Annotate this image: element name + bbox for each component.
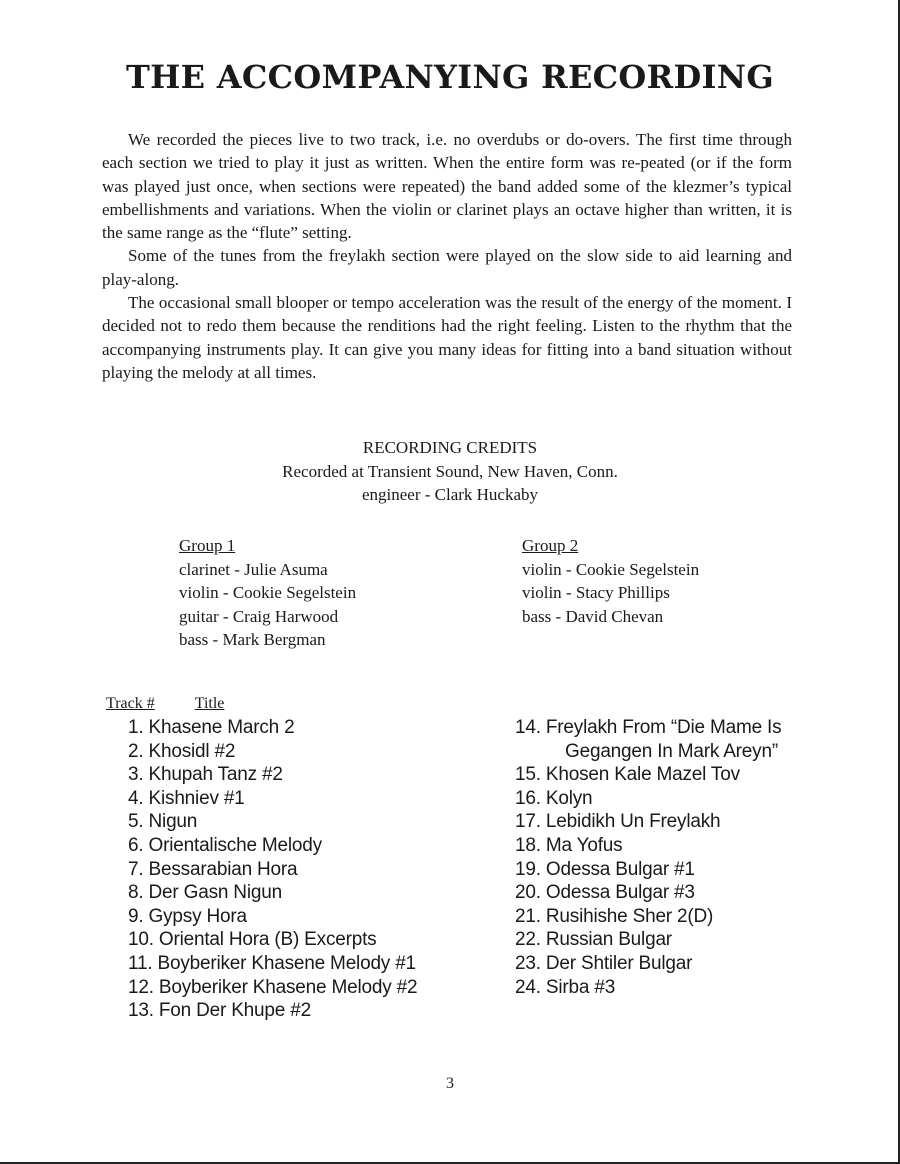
page-title: THE ACCOMPANYING RECORDING	[125, 58, 774, 96]
list-item: 8. Der Gasn Nigun	[128, 882, 282, 904]
credits-engineer: engineer - Clark Huckaby	[361, 485, 539, 504]
list-item: 4. Kishniev #1	[128, 787, 245, 809]
list-item: 19. Odessa Bulgar #1	[515, 858, 695, 880]
group-member: violin - Cookie Segelstein	[522, 559, 700, 579]
track-list-right	[515, 716, 781, 999]
tracks-header	[102, 695, 224, 713]
track-number-header: Track #	[106, 695, 155, 712]
recording-credits	[0, 436, 900, 507]
paragraph: The occasional small blooper or tempo acceleration was the result of the energy of the moment. I decided not to redo them because the renditions had the right feeling. Listen to the rhythm that the accompanying instruments play. It can give you many ideas for fitting into a band situation without playing the melody at all times.	[102, 293, 792, 382]
list-item: 2. Khosidl #2	[128, 740, 236, 762]
group-member: guitar - Craig Harwood	[179, 606, 339, 626]
group-title: Group 1	[179, 536, 236, 555]
list-item: 24. Sirba #3	[515, 976, 616, 998]
group-member: violin - Stacy Phillips	[522, 583, 670, 602]
group-member: violin - Cookie Segelstein	[179, 583, 357, 602]
group-2	[522, 534, 699, 628]
group-1	[179, 534, 356, 652]
paragraph: We recorded the pieces live to two track, i.e. no overdubs or do-overs. The first time through each section we tried to play it just as written. When the entire form was re-peated (or if the form was played just once, when sections were repeated) the band added some of the klezmer’s typical embellishments and variations. When the violin or clarinet plays an octave higher than written, it is the same range as the “flute” setting.	[102, 130, 792, 243]
list-item: 17. Lebidikh Un Freylakh	[515, 811, 721, 833]
list-item: 22. Russian Bulgar	[515, 929, 672, 951]
list-item: 21. Rusihishe Sher 2(D)	[515, 905, 714, 927]
track-title-header: Title	[194, 695, 225, 712]
list-item: 10. Oriental Hora (B) Excerpts	[128, 929, 377, 951]
track-14-line1: 14. Freylakh From “Die Mame Is	[515, 717, 782, 738]
track-14-line2: Gegangen In Mark Areyn”	[565, 740, 778, 762]
list-item: 3. Khupah Tanz #2	[128, 764, 283, 786]
list-item: 7. Bessarabian Hora	[128, 858, 298, 880]
group-member: clarinet - Julie Asuma	[179, 559, 328, 579]
list-item: 23. Der Shtiler Bulgar	[515, 952, 693, 974]
group-title: Group 2	[522, 536, 579, 555]
list-item: 1. Khasene March 2	[128, 717, 295, 738]
list-item: 16. Kolyn	[515, 787, 593, 809]
group-member: bass - Mark Bergman	[179, 630, 326, 649]
list-item: 9. Gypsy Hora	[128, 905, 247, 927]
group-member: bass - David Chevan	[522, 606, 664, 626]
list-item: 5. Nigun	[128, 811, 198, 833]
list-item: 18. Ma Yofus	[515, 834, 623, 856]
credits-heading: RECORDING CREDITS	[362, 438, 538, 457]
list-item: 15. Khosen Kale Mazel Tov	[515, 764, 740, 786]
credits-studio: Recorded at Transient Sound, New Haven, Conn.	[282, 461, 618, 481]
paragraph: Some of the tunes from the freylakh section were played on the slow side to aid learning and play-along.	[102, 246, 792, 289]
list-item: 12. Boyberiker Khasene Melody #2	[128, 976, 418, 998]
intro-text	[102, 128, 792, 384]
list-item	[515, 716, 781, 763]
list-item: 20. Odessa Bulgar #3	[515, 882, 695, 904]
page-number: 3	[446, 1075, 454, 1092]
list-item: 11. Boyberiker Khasene Melody #1	[128, 952, 416, 974]
track-list-left	[128, 716, 417, 1023]
list-item: 13. Fon Der Khupe #2	[128, 1000, 311, 1022]
list-item: 6. Orientalische Melody	[128, 834, 322, 856]
